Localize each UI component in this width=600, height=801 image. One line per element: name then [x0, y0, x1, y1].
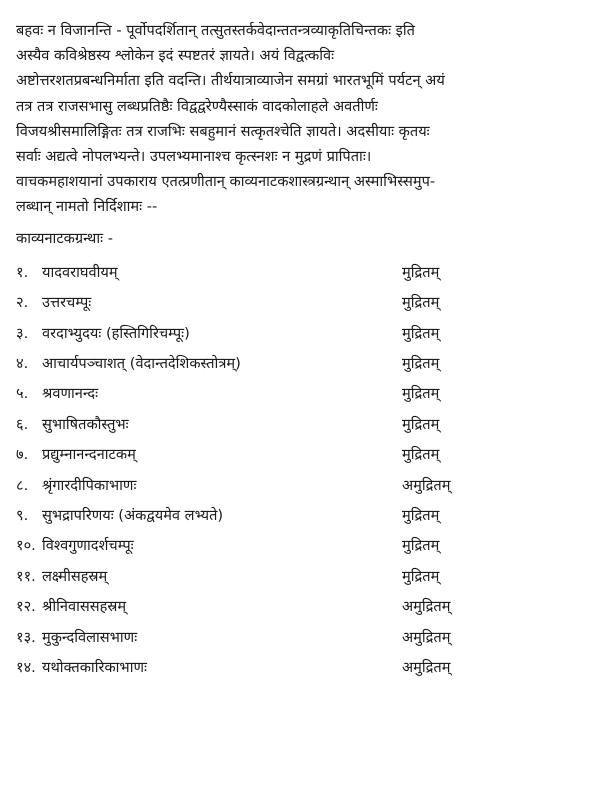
list-item	[16, 317, 586, 347]
list-item	[16, 591, 586, 621]
item-number: ९.	[16, 506, 29, 524]
item-status: मुद्रितम्	[402, 324, 440, 342]
list-item	[16, 469, 586, 499]
list-item	[16, 257, 586, 287]
intro-paragraph	[16, 18, 586, 220]
item-title: श्रीनिवाससहस्रम्	[42, 598, 127, 616]
item-status: मुद्रितम्	[402, 567, 440, 585]
item-title: उत्तरचम्पूः	[42, 294, 92, 312]
item-status: मुद्रितम्	[402, 263, 440, 281]
list-item	[16, 439, 586, 469]
item-status: अमुद्रितम्	[402, 628, 451, 646]
item-number: ११.	[16, 567, 36, 585]
intro-line: सर्वाः अद्यत्वे नोपलभ्यन्ते। उपलभ्यमानाश्च कृत्स्नशः न मुद्रणं प्रापिताः।	[16, 148, 372, 166]
item-title: मुकुन्दविलासभाणः	[42, 628, 138, 646]
list-item	[16, 500, 586, 530]
intro-line: लब्धान् नामतो निर्दिशामः --	[16, 198, 158, 216]
item-title: विश्वगुणादर्शचम्पूः	[42, 537, 134, 555]
item-title: यादवराघवीयम्	[42, 263, 118, 281]
intro-line: तत्र तत्र राजसभासु लब्धप्रतिष्ठैः विद्वद्वरेण्यैस्साकं वादकोलाहले अवतीर्णः	[16, 97, 378, 115]
item-number: ५.	[16, 385, 29, 403]
item-status: मुद्रितम्	[402, 294, 440, 312]
intro-line: बहवः न विजानन्ति - पूर्वोपदर्शितान् तत्सुतस्तर्कवेदान्ततन्त्रव्याकृतिचिन्तकः इति	[16, 22, 415, 39]
item-title: आचार्यपञ्चाशत् (वेदान्तदेशिकस्तोत्रम्)	[42, 354, 241, 372]
list-item	[16, 378, 586, 408]
item-status: अमुद्रितम्	[402, 658, 451, 676]
item-title: यथोक्तकारिकाभाणः	[42, 658, 147, 676]
list-item	[16, 287, 586, 317]
list-item	[16, 652, 586, 682]
item-number: ८.	[16, 476, 29, 494]
item-title: श्रवणानन्दः	[42, 385, 99, 403]
section-heading: काव्यनाटकग्रन्थाः -	[16, 229, 113, 247]
intro-line: अस्यैव कविश्रेष्ठस्य श्लोकेन इदं स्पष्टतरं ज्ञायते। अयं विद्वत्कविः	[16, 47, 335, 65]
item-number: १२.	[16, 598, 36, 616]
item-number: १.	[16, 263, 29, 281]
works-list	[16, 257, 586, 682]
item-number: ६.	[16, 415, 29, 433]
item-status: मुद्रितम्	[402, 537, 440, 555]
item-status: मुद्रितम्	[402, 446, 440, 464]
intro-line: विजयश्रीसमालिङ्गितः तत्र राजभिः सबहुमानं सत्कृतश्चेति ज्ञायते। अदसीयाः कृतयः	[16, 122, 430, 140]
item-number: १०.	[16, 537, 36, 555]
item-number: १३.	[16, 628, 36, 646]
item-status: अमुद्रितम्	[402, 598, 451, 616]
item-status: अमुद्रितम्	[402, 476, 451, 494]
item-number: ७.	[16, 446, 29, 464]
intro-line: वाचकमहाशयानां उपकाराय एतत्प्रणीतान् काव्यनाटकशास्त्रग्रन्थान् अस्माभिस्समुप-	[16, 173, 436, 191]
item-status: मुद्रितम्	[402, 385, 440, 403]
item-number: २.	[16, 294, 29, 312]
item-status: मुद्रितम्	[402, 354, 440, 372]
item-title: वरदाभ्युदयः (हस्तिगिरिचम्पूः)	[42, 324, 190, 342]
list-item	[16, 348, 586, 378]
item-number: ३.	[16, 324, 29, 342]
item-status: मुद्रितम्	[402, 506, 440, 524]
list-item	[16, 561, 586, 591]
list-item	[16, 409, 586, 439]
item-title: श्रृंगारदीपिकाभाणः	[42, 476, 137, 494]
item-title: प्रद्युम्नानन्दनाटकम्	[42, 446, 136, 464]
item-title: लक्ष्मीसहस्रम्	[42, 567, 108, 585]
intro-line: अष्टोत्तरशतप्रबन्धनिर्माता इति वदन्ति। तीर्थयात्राव्याजेन समग्रां भारतभूमिं पर्यटन् अयं	[16, 72, 445, 90]
list-item	[16, 621, 586, 651]
item-status: मुद्रितम्	[402, 415, 440, 433]
list-item	[16, 530, 586, 560]
item-number: १४.	[16, 658, 36, 676]
item-title: सुभद्रापरिणयः (अंकद्वयमेव लभ्यते)	[42, 506, 224, 524]
item-title: सुभाषितकौस्तुभः	[42, 415, 129, 433]
item-number: ४.	[16, 354, 29, 372]
